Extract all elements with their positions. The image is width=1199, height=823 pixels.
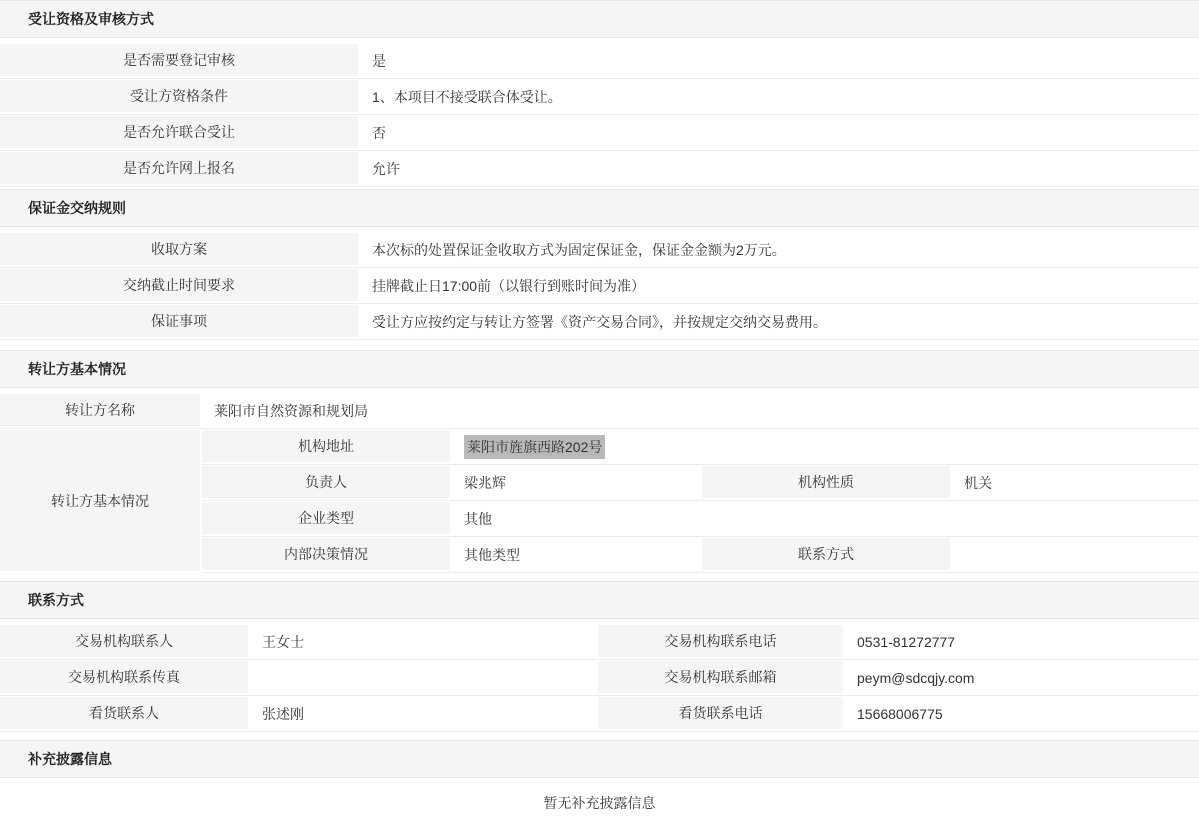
table-row <box>0 660 1199 696</box>
field-value: 其他类型 <box>464 546 520 563</box>
section-transfer-qualification <box>0 0 1199 187</box>
section-title: 保证金交纳规则 <box>0 189 1199 227</box>
field-label: 看货联系电话 <box>598 697 843 729</box>
section-title: 转让方基本情况 <box>0 350 1199 388</box>
field-label: 受让方资格条件 <box>0 80 358 112</box>
field-value: 1、本项目不接受联合体受让。 <box>372 88 562 105</box>
section-transferor-info <box>0 350 1199 573</box>
field-value: 梁兆辉 <box>464 474 506 491</box>
table-row <box>202 537 1199 573</box>
field-value: 张述刚 <box>262 705 304 722</box>
table-row <box>0 696 1199 732</box>
table-row <box>0 268 1199 304</box>
table-row <box>0 115 1199 151</box>
table <box>0 624 1199 732</box>
table-row <box>0 232 1199 268</box>
table-row <box>202 501 1199 537</box>
field-value: 是 <box>372 52 386 69</box>
field-value: 0531-81272777 <box>857 633 956 650</box>
empty-disclosure-message: 暂无补充披露信息 <box>543 795 656 811</box>
table-row <box>0 151 1199 187</box>
section-supplementary-disclosure <box>0 740 1199 823</box>
field-value: 15668006775 <box>857 705 943 722</box>
section-deposit-rules <box>0 189 1199 340</box>
field-value: 允许 <box>372 160 400 177</box>
field-value: 本次标的处置保证金收取方式为固定保证金，保证金金额为2万元。 <box>372 241 786 258</box>
field-label: 交易机构联系电话 <box>598 625 843 657</box>
field-value <box>452 429 1199 464</box>
table-row <box>0 304 1199 340</box>
field-label: 是否允许联合受让 <box>0 116 358 148</box>
field-label: 内部决策情况 <box>202 538 450 570</box>
section-title: 受让资格及审核方式 <box>0 0 1199 38</box>
field-label: 机构地址 <box>202 430 450 462</box>
section-title: 联系方式 <box>0 581 1199 619</box>
section-contacts <box>0 581 1199 732</box>
field-value: 受让方应按约定与转让方签署《资产交易合同》，并按规定交纳交易费用。 <box>372 313 827 330</box>
field-label: 转让方名称 <box>0 394 200 426</box>
field-label: 企业类型 <box>202 502 450 534</box>
field-label: 负责人 <box>202 466 450 498</box>
transferor-detail-block <box>0 429 1199 573</box>
field-label: 看货联系人 <box>0 697 248 729</box>
table <box>0 393 1199 573</box>
section-title: 补充披露信息 <box>0 740 1199 778</box>
field-label: 保证事项 <box>0 305 358 337</box>
field-label: 是否允许网上报名 <box>0 152 358 184</box>
field-label: 机构性质 <box>702 466 950 498</box>
table-row <box>0 79 1199 115</box>
table-row <box>202 429 1199 465</box>
field-label: 交纳截止时间要求 <box>0 269 358 301</box>
field-label: 是否需要登记审核 <box>0 44 358 76</box>
field-label: 交易机构联系传真 <box>0 661 248 693</box>
field-label: 交易机构联系人 <box>0 625 248 657</box>
field-value: 否 <box>372 124 386 141</box>
table-row <box>202 465 1199 501</box>
table-row <box>0 624 1199 660</box>
field-value-empty <box>952 537 1199 572</box>
field-value: peym@sdcqjy.com <box>857 669 975 686</box>
field-value: 机关 <box>964 474 992 491</box>
field-label: 联系方式 <box>702 538 950 570</box>
field-value: 王女士 <box>262 633 304 650</box>
field-value-empty <box>250 660 596 695</box>
nested-table <box>202 429 1199 573</box>
selected-address-text: 莱阳市旌旗西路202号 <box>464 435 605 459</box>
table-row <box>0 43 1199 79</box>
group-label: 转让方基本情况 <box>0 430 200 571</box>
table <box>0 232 1199 340</box>
field-value: 莱阳市自然资源和规划局 <box>214 402 368 419</box>
field-value: 挂牌截止日17:00前（以银行到账时间为准） <box>372 277 646 294</box>
table <box>0 43 1199 187</box>
field-label: 收取方案 <box>0 233 358 265</box>
field-label: 交易机构联系邮箱 <box>598 661 843 693</box>
table-row <box>0 393 1199 429</box>
field-value: 其他 <box>464 510 492 527</box>
